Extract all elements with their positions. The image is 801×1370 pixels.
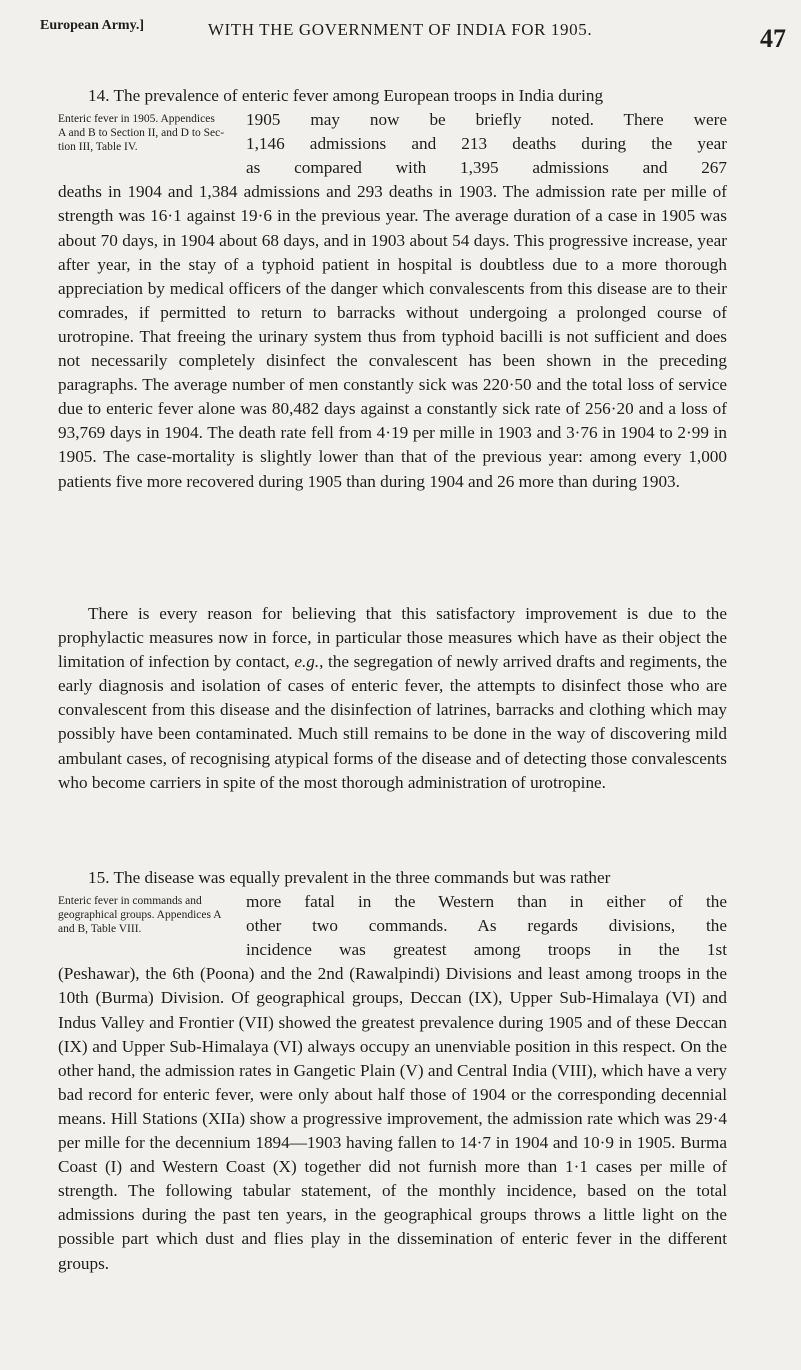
paragraph-14-beside: 1905 may now be briefly noted. There were [246, 110, 727, 130]
paragraph-15-body: (Peshawar), the 6th (Poona) and the 2nd (Rawalpindi) Divisions and least among troops in the 10th (Burma) Division. Of geographical groups, Deccan (IX), Upper Sub-Himalaya (VI) and Indus Valley and Frontier (VII) showed the greatest prevalence during 1905 and of these Deccan (IX) and Upper Sub-Himalaya (VI) always occupy an unenviable position in this respect. On the other hand, the admission rates in Gangetic Plain (V) and Central India (VIII), which have a very bad record for enteric fever, were only about half those of 1904 or the corresponding decennial means. Hill Stations (XIIa) show a progressive improvement, the admission rate which was 29·4 per mille for the decennium 1894—1903 having fallen to 14·7 in 1904 and 10·9 in 1905. Burma Coast (I) and Western Coast (X) together did not furnish more than 1·1 cases per mille of strength. The following tabular statement, of the monthly incidence, based on the total admissions during the past ten years, in the geographical groups throws a little light on the possible part which dust and flies play in the dissemination of enteric fever in the different groups. [58, 964, 727, 1273]
marginal-note-enteric-1905 [58, 112, 238, 162]
paragraph-15-beside: more fatal in the Western than in either of the [246, 892, 727, 912]
marginal-note-line: and B, Table VIII. [58, 923, 142, 936]
page-title: WITH THE GOVERNMENT OF INDIA FOR 1905. [207, 20, 593, 39]
paragraph-15-beside: other two commands. As regards divisions, the [246, 916, 727, 936]
paragraph-improvement [58, 602, 727, 795]
eg-abbrev: e.g. [294, 652, 320, 672]
marginal-note-line: Enteric fever in 1905. Appendices [58, 113, 215, 126]
page-number: 47 [760, 24, 786, 53]
marginal-note-line: Enteric fever in commands and [58, 895, 202, 908]
paragraph-improvement-after: , the segregation of newly arrived drafts and regiments, the early diagnosis and isolation of cases of enteric fever, the attempts to disinfect those who are convalescent from this disease and the disinfection of latrines, barracks and clothing which may possibly have been contaminated. Much still remains to be done in the way of discovering mild ambulant cases, of recognising atypical forms of the disease and of detecting those convalescents who become carriers in spite of the most thorough administration of urotropine. [58, 652, 727, 792]
marginal-note-line: tion III, Table IV. [58, 141, 138, 154]
paragraph-improvement-before: There is every reason for believing that this satisfactory improvement is due to the prophylactic measures now in force, in particular those measures which have as their object the limitation of infection by contact, [58, 604, 727, 672]
paragraph-15-lead: 15. The disease was equally prevalent in the three commands but was rather [88, 868, 611, 887]
running-head: European Army.] [40, 18, 144, 33]
paragraph-15 [58, 866, 727, 1276]
paragraph-14-lead: 14. The prevalence of enteric fever among European troops in India during [88, 86, 604, 105]
page-header [40, 8, 800, 52]
paragraph-14-body: deaths in 1904 and 1,384 admissions and 293 deaths in 1903. The admission rate per mille of strength was 16·1 against 19·6 in the previous year. The average duration of a case in 1905 was about 70 days, in 1904 about 68 days, and in 1903 about 54 days. This progressive increase, year after year, in the stay of a typhoid patient in hospital is doubtless due to a more thorough appreciation by medical officers of the danger which convalescents from this disease are to their comrades, if permitted to return to barracks without undergoing a prolonged course of urotropine. That freeing the urinary system thus from typhoid bacilli is not sufficient and does not necessarily completely disinfect the convalescent has been shown in the preceding paragraphs. The average number of men constantly sick was 220·50 and the total loss of service due to enteric fever alone was 80,482 days against a constantly sick rate of 256·20 and a loss of 93,769 days in 1904. The death rate fell from 4·19 per mille in 1903 and 3·76 in 1904 to 2·99 in 1905. The case-mortality is slightly lower than that of the previous year: among every 1,000 patients five more recovered during 1905 than during 1904 and 26 more than during 1903. [58, 182, 727, 491]
marginal-note-commands [58, 894, 238, 942]
marginal-note-line: geographical groups. Appendices A [58, 909, 222, 922]
marginal-note-line: A and B to Section II, and D to Sec- [58, 127, 225, 140]
paragraph-14 [58, 84, 727, 494]
paragraph-14-beside: 1,146 admissions and 213 deaths during the year [246, 134, 727, 154]
paragraph-15-beside: incidence was greatest among troops in the 1st [246, 940, 727, 960]
paragraph-14-beside: as compared with 1,395 admissions and 267 [246, 158, 727, 178]
